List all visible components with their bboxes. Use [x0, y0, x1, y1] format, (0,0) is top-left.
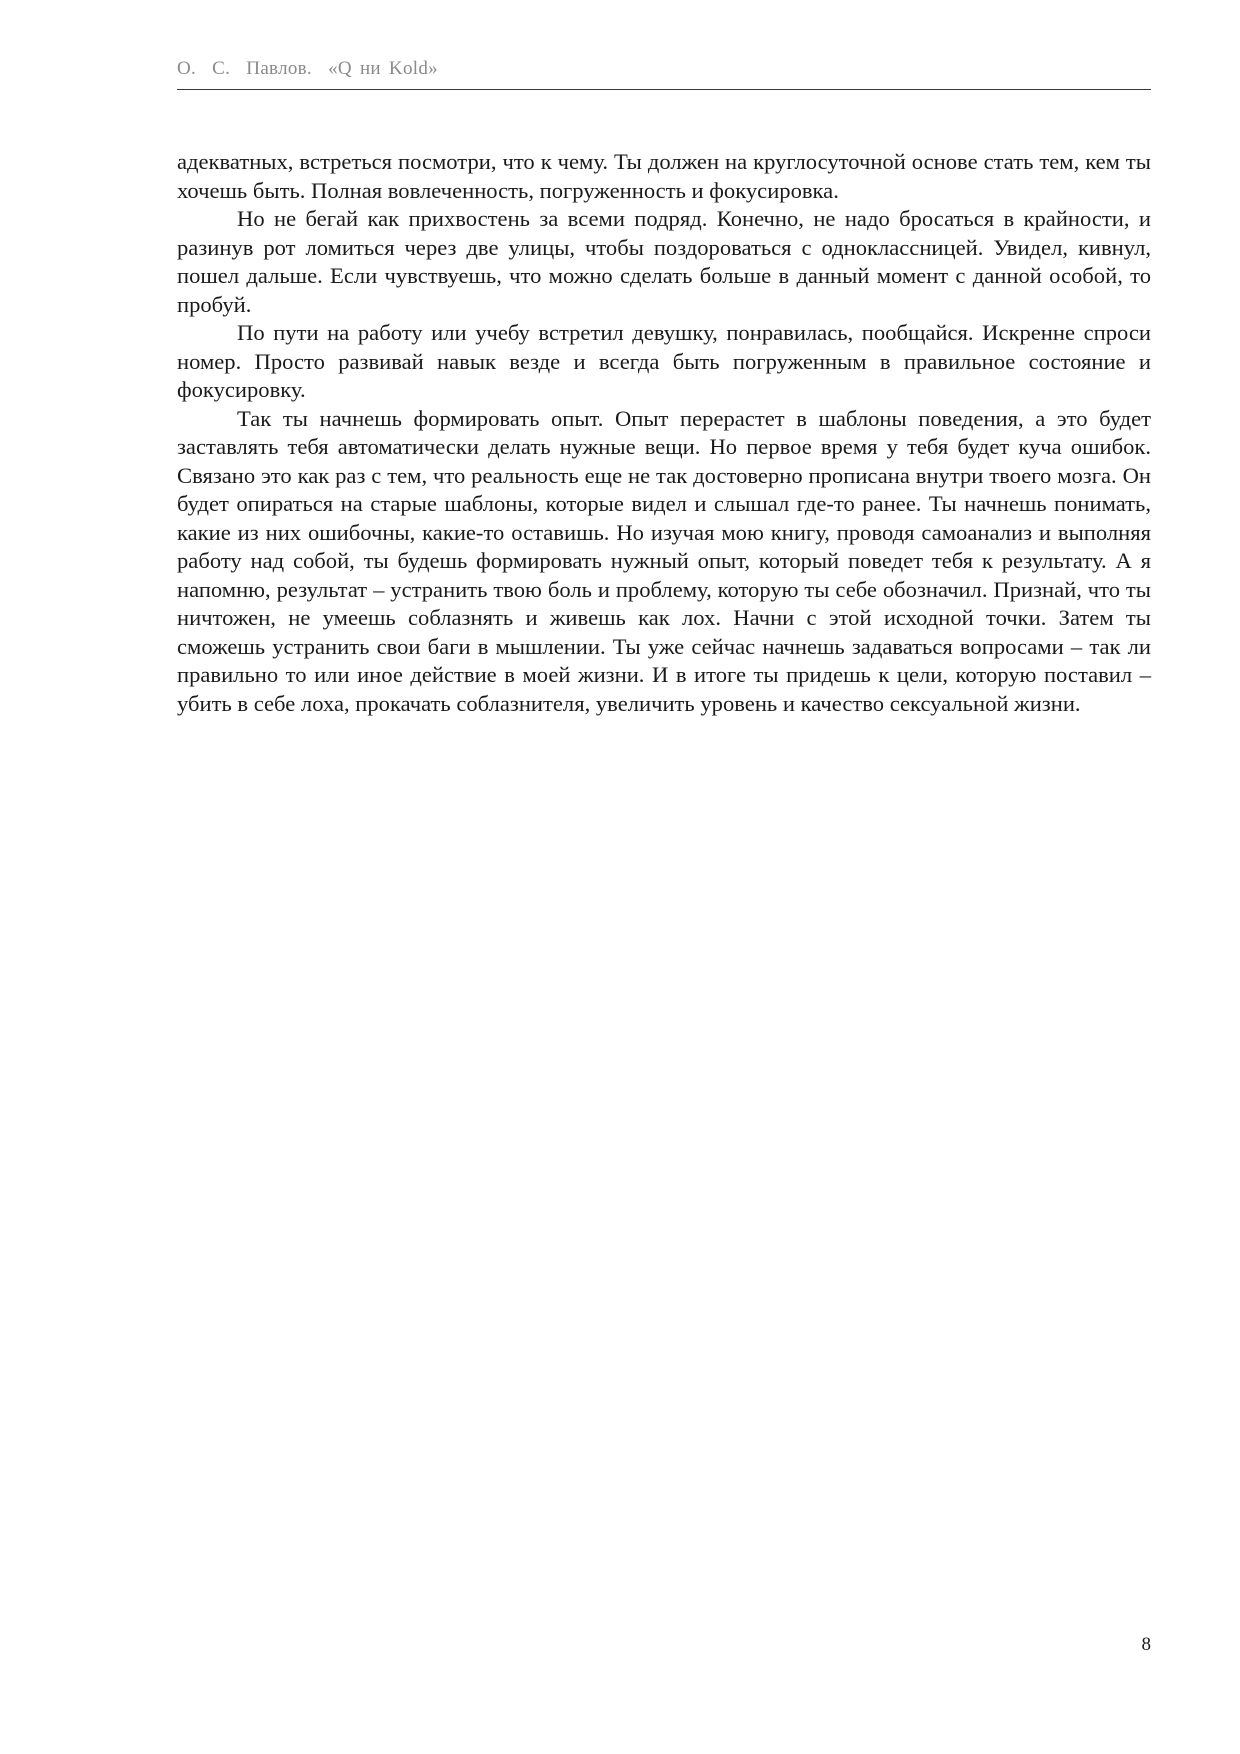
paragraph-2: Но не бегай как прихвостень за всеми подряд. Конечно, не надо бросаться в крайности, и разинув рот ломиться через две улицы, чтобы поздороваться с одноклассницей. Увидел, кивнул, пошел дальше. Если чувствуешь, что можно сделать больше в данный момент с данной особой, то пробуй. — [177, 206, 1151, 317]
page-number: 8 — [1141, 1634, 1151, 1655]
running-title: О. С. Павлов. «Q ни Kold» — [177, 58, 438, 79]
body-text — [177, 148, 1151, 718]
paragraph-1: адекватных, встреться посмотри, что к чему. Ты должен на круглосуточной основе стать тем, кем ты хочешь быть. Полная вовлеченность, погруженность и фокусировка. — [177, 149, 1151, 203]
paragraph-3: По пути на работу или учебу встретил девушку, понравилась, пообщайся. Искренне спроси номер. Просто развивай навык везде и всегда быть погруженным в правильное состояние и фокусировку. — [177, 320, 1151, 402]
paragraph-4: Так ты начнешь формировать опыт. Опыт перерастет в шаблоны поведения, а это будет заставлять тебя автоматически делать нужные вещи. Но первое время у тебя будет куча ошибок. Связано это как раз с тем, что реальность еще не так достоверно прописана внутри твоего мозга. Он будет опираться на старые шаблоны, которые видел и слышал где-то ранее. Ты начнешь понимать, какие из них ошибочны, какие-то оставишь. Но изучая мою книгу, проводя самоанализ и выполняя работу над собой, ты будешь формировать нужный опыт, который поведет тебя к результату. А я напомню, результат – устранить твою боль и проблему, которую ты себе обозначил. Признай, что ты ничтожен, не умеешь соблазнять и живешь как лох. Начни с этой исходной точки. Затем ты сможешь устранить свои баги в мышлении. Ты уже сейчас начнешь задаваться вопросами – так ли правильно то или иное действие в моей жизни. И в итоге ты придешь к цели, которую поставил – убить в себе лоха, прокачать соблазнителя, увеличить уровень и качество сексуальной жизни. — [177, 405, 1151, 716]
page-header — [177, 56, 1151, 90]
